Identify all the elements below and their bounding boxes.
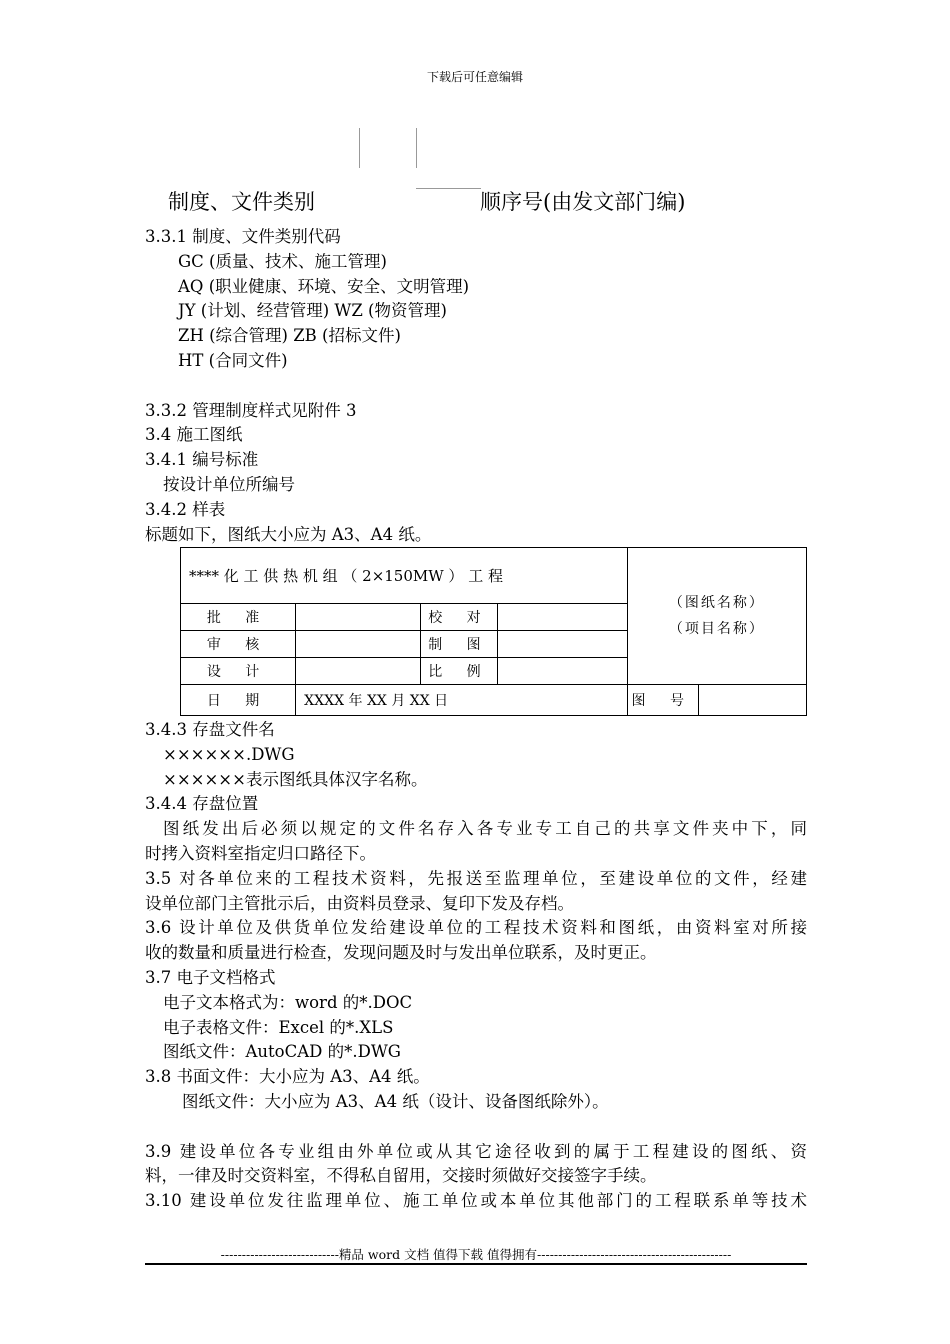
title-block-table: [180, 547, 807, 716]
header-note: 下载后可任意编辑: [426, 70, 523, 84]
text-line: ZH (综合管理) ZB (招标文件): [178, 326, 401, 346]
table-label: 审 核: [181, 631, 296, 658]
text-line: 图纸文件：大小应为 A3、A4 纸（设计、设备图纸除外）。: [182, 1091, 609, 1111]
text-line: ××××××表示图纸具体汉字名称。: [163, 769, 428, 789]
text-line: 图纸发出后必须以规定的文件名存入各专业专工自己的共享文件夹中下，同: [163, 819, 807, 839]
text-line: 标题如下，图纸大小应为 A3、A4 纸。: [145, 524, 432, 544]
title-right: 顺序号(由发文部门编): [480, 190, 686, 214]
text-line: ××××××.DWG: [163, 744, 295, 764]
table-cell: [296, 658, 421, 685]
table-label: 校 对: [421, 604, 498, 631]
text-line: 收的数量和质量进行检查，发现问题及时与发出单位联系，及时更正。: [145, 943, 657, 963]
text-line: GC (质量、技术、施工管理): [178, 251, 387, 271]
diagram-line-bottom: [416, 188, 481, 189]
table-cell: [498, 604, 627, 631]
date-value: XXXX 年 XX 月 XX 日: [296, 685, 628, 716]
text-line: 图纸文件：AutoCAD 的*.DWG: [163, 1042, 401, 1062]
table-label: 比 例: [421, 658, 498, 685]
body-section-2: [145, 718, 807, 1214]
body-section-1: [145, 225, 807, 547]
text-line: 3.5 对各单位来的工程技术资料，先报送至监理单位，至建设单位的文件，经建: [145, 868, 807, 888]
text-line: 3.4.4 存盘位置: [145, 794, 259, 814]
footer-text: ----------------------------精品 word 文档 值得下载 值得拥有----------------------------------------------: [220, 1247, 732, 1262]
table-label: 批 准: [181, 604, 296, 631]
text-line: 电子文本格式为：word 的*.DOC: [163, 992, 413, 1012]
table-right-cell: [627, 548, 806, 685]
diagram-line-left: [359, 128, 360, 168]
diagram-line-right: [416, 128, 417, 168]
table-label: 设 计: [181, 658, 296, 685]
text-line: 设单位部门主管批示后，由资料员登录、复印下发及存档。: [145, 893, 574, 913]
text-line: 按设计单位所编号: [163, 474, 295, 494]
table-cell: [498, 631, 627, 658]
text-line: 3.9 建设单位各专业组由外单位或从其它途径收到的属于工程建设的图纸、资: [145, 1141, 807, 1161]
text-line: AQ (职业健康、环境、安全、文明管理): [178, 276, 470, 296]
text-line: 3.7 电子文档格式: [145, 967, 276, 987]
text-line: 3.3.2 管理制度样式见附件 3: [145, 400, 357, 420]
text-line: 3.3.1 制度、文件类别代码: [145, 227, 341, 246]
text-line: 料，一律及时交资料室，不得私自留用，交接时须做好交接签字手续。: [145, 1166, 657, 1186]
text-line: 3.6 设计单位及供货单位发给建设单位的工程技术资料和图纸，由资料室对所接: [145, 918, 807, 938]
table-label: 制 图: [421, 631, 498, 658]
table-cell: [498, 658, 627, 685]
text-line: 3.4.1 编号标准: [145, 450, 259, 470]
drawing-no-label: 图 号: [627, 685, 698, 716]
text-line: 3.4 施工图纸: [145, 425, 243, 445]
text-line: [145, 374, 807, 399]
date-label: 日 期: [181, 685, 296, 716]
project-name: （项目名称）: [668, 621, 765, 637]
drawing-no-value: [698, 685, 806, 716]
text-line: HT (合同文件): [178, 350, 288, 370]
text-line: 3.4.3 存盘文件名: [145, 720, 275, 739]
text-line: 3.8 书面文件：大小应为 A3、A4 纸。: [145, 1067, 430, 1087]
text-line: [145, 1115, 807, 1140]
table-header: **** 化 工 供 热 机 组 （ 2×150MW ） 工 程: [181, 548, 628, 604]
text-line: JY (计划、经营管理) WZ (物资管理): [178, 301, 447, 321]
table-cell: [296, 631, 421, 658]
text-line: 电子表格文件：Excel 的*.XLS: [163, 1017, 394, 1037]
text-line: 3.4.2 样表: [145, 499, 226, 519]
text-line: 时拷入资料室指定归口路径下。: [145, 843, 376, 863]
text-line: 3.10 建设单位发往监理单位、施工单位或本单位其他部门的工程联系单等技术: [145, 1191, 807, 1211]
drawing-name: （图纸名称）: [668, 595, 765, 611]
title-left: 制度、文件类别: [168, 190, 315, 214]
table-cell: [296, 604, 421, 631]
footer-rule: [145, 1263, 807, 1265]
